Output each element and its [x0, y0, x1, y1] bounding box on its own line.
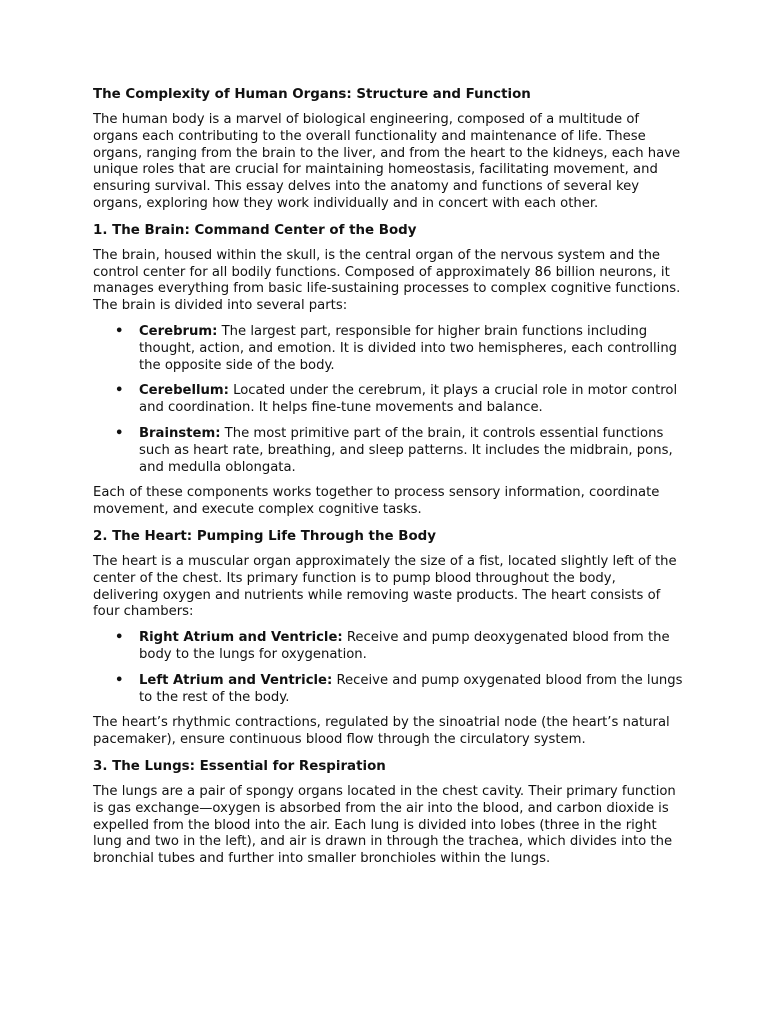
bullet-list-brain: [93, 324, 683, 476]
section-heading-heart: 2. The Heart: Pumping Life Through the Body: [93, 528, 436, 544]
list-item-right-atrium: [139, 630, 683, 664]
list-item-left-atrium: [139, 673, 683, 707]
list-item-cerebrum: [139, 324, 683, 374]
section-after-brain: Each of these components works together to process sensory information, coordinate movement, and execute complex cognitive tasks.: [93, 485, 660, 518]
section-heading-lungs: 3. The Lungs: Essential for Respiration: [93, 758, 386, 774]
section-paragraph-heart: The heart is a muscular organ approximately the size of a fist, located slightly left of the center of the chest. Its primary function is to pump blood throughout the body, delivering oxygen and nutrients while removing waste products. The heart consists of four chambers:: [93, 553, 677, 620]
bullet-term: Left Atrium and Ventricle:: [139, 672, 333, 688]
bullet-term: Right Atrium and Ventricle:: [139, 630, 343, 646]
intro-paragraph: The human body is a marvel of biological engineering, composed of a multitude of organs each contributing to the overall functionality and maintenance of life. These organs, ranging from the brain to the liver, and from the heart to the kidneys, each have unique roles that are crucial for maintaining homeostasis, facilitating movement, and ensuring survival. This essay delves into the anatomy and functions of several key organs, exploring how they work individually and in concert with each other.: [93, 112, 681, 211]
document-page: [93, 86, 683, 877]
section-heading-brain: 1. The Brain: Command Center of the Body: [93, 222, 417, 238]
bullet-text: Located under the cerebrum, it plays a crucial role in motor control and coordination. It helps fine-tune movements and balance.: [139, 383, 678, 416]
bullet-term: Brainstem:: [139, 425, 221, 441]
list-item-brainstem: [139, 426, 683, 476]
document-title: The Complexity of Human Organs: Structure and Function: [93, 87, 531, 102]
bullet-text: The most primitive part of the brain, it controls essential functions such as heart rate, breathing, and sleep patterns. It includes the midbrain, pons, and medulla oblongata.: [139, 425, 673, 475]
bullet-text: The largest part, responsible for higher brain functions including thought, action, and emotion. It is divided into two hemispheres, each controlling the opposite side of the body.: [139, 323, 678, 373]
bullet-text: Receive and pump oxygenated blood from the lungs to the rest of the body.: [139, 672, 683, 705]
bullet-term: Cerebrum:: [139, 323, 218, 339]
bullet-text: Receive and pump deoxygenated blood from the body to the lungs for oxygenation.: [139, 630, 670, 662]
bullet-list-heart: [93, 630, 683, 706]
bullet-term: Cerebellum:: [139, 383, 229, 399]
section-paragraph-brain: The brain, housed within the skull, is the central organ of the nervous system and the control center for all bodily functions. Composed of approximately 86 billion neurons, it manages everything from basic life-sustaining processes to complex cognitive functions. The brain is divided into several parts:: [93, 247, 681, 314]
list-item-cerebellum: [139, 383, 683, 417]
section-paragraph-lungs: The lungs are a pair of spongy organs located in the chest cavity. Their primary function is gas exchange—oxygen is absorbed from the air into the blood, and carbon dioxide is expelled from the blood into the air. Each lung is divided into lobes (three in the right lung and two in the left), and air is drawn in through the trachea, which divides into the bronchial tubes and further into smaller bronchioles within the lungs.: [93, 783, 676, 867]
section-after-heart: The heart’s rhythmic contractions, regulated by the sinoatrial node (the heart’s natural pacemaker), ensure continuous blood flow through the circulatory system.: [93, 715, 670, 748]
